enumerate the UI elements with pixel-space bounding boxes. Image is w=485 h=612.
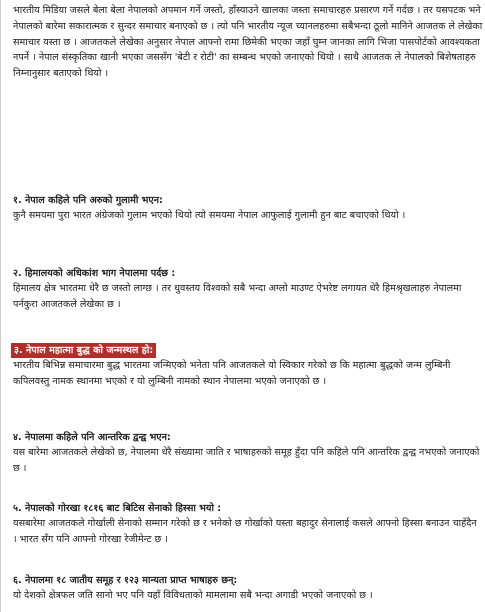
section-heading: ४. नेपालमा कहिले पनि आन्तरिक द्वन्द्व भएन: xyxy=(13,432,171,443)
section-3 xyxy=(13,338,483,389)
section-body: यस बारेमा आजतकले लेखेको छ, नेपालमा धेरै संख्यामा जाति र भाषाहरुको समूह हुँदा पनि कहिले पनि आन्तरिक द्वन्द्व नभएको जनाएको छ । xyxy=(13,447,480,474)
section-heading: ६. नेपालमा १८ जातीय समूह र १२३ मान्यता प्राप्त भाषाहरु छन्: xyxy=(13,575,238,586)
section-2 xyxy=(13,266,483,312)
intro-paragraph: भारतीय मिडिया जसले बेला बेला नेपालको अपमान गर्ने जस्तो, हाँस्याउने खालका जस्ता समाचारहरु प्रसारण गर्ने गर्दछ । तर यसपटक भने नेपालको बारेमा सकारात्मक र सुन्दर समाचार बनाएको छ । त्यो पनि भारतीय न्यूज च्यानलहरुमा सबैभन्दा ठूलो मानिने आजतक ले लेखेका समाचार यस्ता छ । आजतकले लेखेका अनुसार नेपाल आफ्नो रामा छिमेकी भएका जहाँ घुम्न जानका लागि भिजा पासपोर्टको आवश्यकता नपर्ने । नेपाल संस्कृतिका खानी भएका जससँग 'बेटी र रोटी' का सम्बन्ध भएको जनाएको थियो । साथै आजतक ले नेपालको बिशेषताहरु निम्नानुसार बताएको थियो । xyxy=(13,5,483,80)
section-4 xyxy=(13,430,483,476)
section-body: यो देशको क्षेत्रफल जति सानो भए पनि यहाँ विविधताको मामलामा सबै भन्दा अगाडी भएको जनाएको छ । xyxy=(13,590,373,601)
section-body: यसबारेमा आजतकले गोर्खाली सेनाको सम्मान गरेको छ र भनेको छ गोर्खाको यस्ता बहादुर सेनालाई कसले आफ्नो हिस्सा बनाउन चाहँदैन । भारत सँग पनि आफ्नो गोरखा रेजीमेन्ट छ । xyxy=(13,518,477,545)
section-6 xyxy=(13,573,483,604)
section-body: हिमालय क्षेत्र भारतमा धेरै छ जस्तो लाग्छ । तर धुवस्तय विश्वको सबै भन्दा अग्लो माउण्ट ऐभरेष्ट लगायत धेरै हिमश्रृखलाहरु नेपालमा पर्नकुरा आजतकले लेखेका छ । xyxy=(13,283,462,310)
section-heading: २. हिमालयको अधिकांश भाग नेपालमा पर्दछ : xyxy=(13,268,176,279)
section-heading-highlighted: ३. नेपाल महात्मा बुद्ध को जन्मस्थल हो: xyxy=(11,343,156,358)
section-heading: १. नेपाल कहिले पनि अरुको गुलामी भएन: xyxy=(13,195,163,206)
section-body: कुनै समयमा पुरा भारत अंग्रेजको गुलाम भएको थियो त्यो समयमा नेपाल आफुलाई गुलामी हुन बाट बचाएको थियो । xyxy=(13,210,406,221)
section-heading: ५. नेपालको गोरखा १८१६ बाट बिटिस सेनाको हिस्सा भयो : xyxy=(13,503,222,514)
section-5 xyxy=(13,501,483,547)
section-body: भारतीय बिभिन्न समाचारमा बुद्ध भारतमा जन्मिएको भनेता पनि आजतकले यो स्विकार गरेको छ कि महात्मा बुद्धको जन्म लुम्बिनी कपिलवस्तु नामक स्थानमा भएको र यो लुम्बिनी नामको स्थान नेपालमा भएको जनाएको छ । xyxy=(13,360,451,387)
section-1 xyxy=(13,193,483,224)
